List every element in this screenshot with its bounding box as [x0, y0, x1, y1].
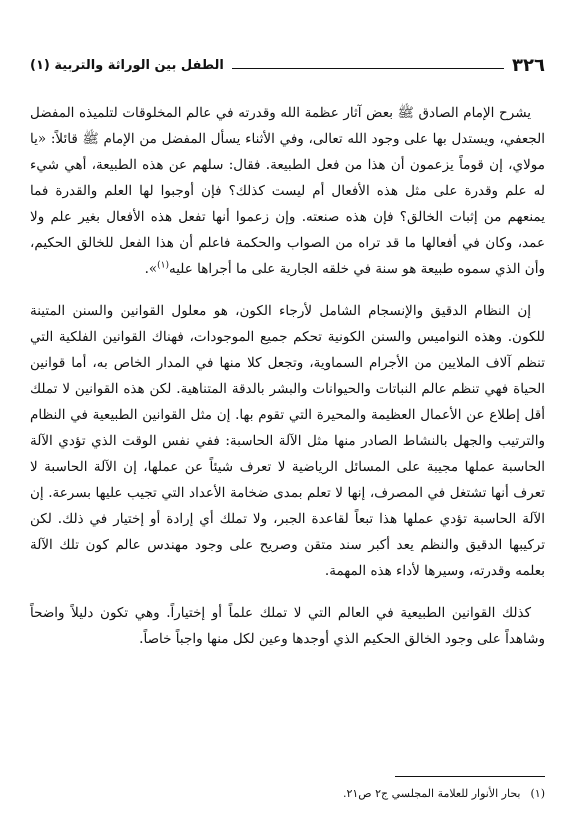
header-rule [232, 68, 504, 69]
paragraph-1 [30, 100, 545, 282]
footnote-reference: (١) [157, 260, 169, 271]
running-header [30, 50, 545, 80]
footnote-text: بحار الأنوار للعلامة المجلسي ج٢ ص٢١. [342, 787, 521, 800]
paragraph-2: إن النظام الدقيق والإنسجام الشامل لأرجاء الكون، هو معلول القوانين والسنن المتينة للكون. وهذه النواميس والسنن الكونية تحكم جميع الموجودات، فهناك القوانين الفلكية التي تنظم آلاف الملايين من الأجرام السماوية، وتجعل كلا منها في المدار الخاص به، أما قوانين الحياة فهي تنظم عالم النباتات والحيوانات والبشر بالدقة المتناهية. لكن هذه القوانين لا تملك أقل إطلاع عن الأعمال العظيمة والمحيرة التي تقوم بها. إن مثل القوانين الطبيعية في النظام والترتيب والجهل بالنشاط الصادر منها مثل الآلة الحاسبة: ففي نفس الوقت الذي تؤدي الآلة الحاسبة عملها مجيبة على المسائل الرياضية لا تعرف شيئاً عن عملها، إن الآلة الحاسبة لا تعرف أنها تشتغل في المصرف، إنها لا تعلم بمدى ضخامة الأعداد التي تجيب عليها بسرعة. إن الآلة الحاسبة تؤدي عملها هذا تبعاً لقاعدة الجبر، ولا تملك أي إرادة أو إختيار في ذلك. لكن تركيبها الدقيق والنظم يعد أكبر سند متقن وصريح على وجود مهندس عالم كون تلك الآلة بعلمه وقدرته، وسيرها لأداء هذه المهمة. [30, 303, 545, 579]
book-title: الطفل بين الوراثة والتربية (١) [30, 57, 224, 73]
main-text [30, 100, 545, 652]
page-number: ٣٢٦ [512, 54, 545, 76]
footnote-rule [395, 776, 545, 777]
paragraph-3: كذلك القوانين الطبيعية في العالم التي لا تملك علماً أو إختياراً. وهي تكون دليلاً واضحاً وشاهداً على وجود الخالق الحكيم الذي أوجدها وعين لكل منها واجباً خاصاً. [30, 605, 545, 647]
footnote [30, 785, 545, 803]
paragraph-1-end: ». [144, 261, 158, 277]
footnote-marker: (١) [530, 787, 545, 800]
paragraph-1-text: يشرح الإمام الصادق ﷺ بعض آثار عظمة الله وقدرته في عالم المخلوقات لتلميذه المفضل الجعفي، ويستدل بها على وجود الله تعالى، وفي الأثناء يسأل المفضل من الإمام ﷺ قائلاً: «يا مولاي، إن قوماً يزعمون أن هذا من فعل الطبيعة. فقال: سلهم عن هذه الطبيعة، أهي شيء له علم وقدرة على مثل هذه الأفعال أم ليست كذلك؟ فإن أوجبوا لها العلم والقدرة فما يمنعهم من إثبات الخالق؟ فإن هذه صنعته. وإن زعموا أنها تفعل هذه الأفعال بغير علم ولا عمد، وكان في أفعالها ما قد تراه من الصواب والحكمة فاعلم أن هذا الفعل للخالق الحكيم، وأن الذي سموه طبيعة هو سنة في خلقه الجارية على ما أجراها عليه [30, 105, 545, 277]
